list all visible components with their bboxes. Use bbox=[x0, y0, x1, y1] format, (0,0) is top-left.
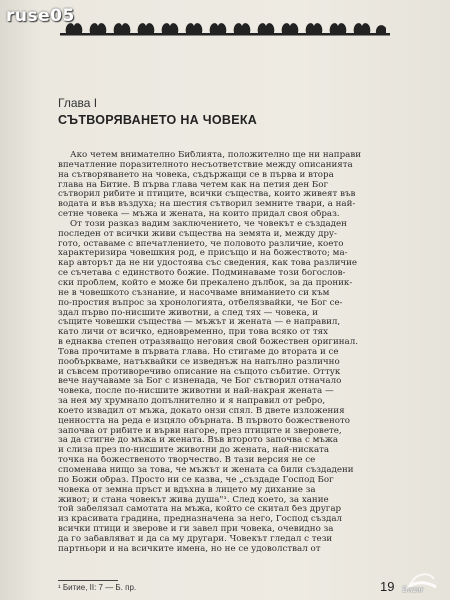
text-line: От този разказ вадим заключението, че човекът е създаден bbox=[70, 219, 347, 229]
text-line: Това прочитаме в първата глава. Но стигаме до втората и се bbox=[58, 347, 339, 357]
text-line: партньори и на всичките имена, но не се удоволствал от bbox=[58, 544, 321, 554]
text-line: не в човешкото съзнание, и насочваме вниманието си към bbox=[58, 288, 330, 298]
text-line: ценността на реда е изцяло обърната. В първото божественото bbox=[58, 416, 351, 426]
text-line: по-простия въпрос за хронологията, отбелязвайки, че Бог се- bbox=[58, 298, 343, 308]
text-line: по Божи образ. Просто ни се казва, че „създаде Господ Бог bbox=[58, 475, 334, 485]
text-line: човека от земна пръст и вдъхна в лицето му дихание за bbox=[58, 485, 316, 495]
chapter-title: СЪТВОРЯВАНЕТО НА ЧОВЕКА bbox=[58, 113, 258, 127]
text-line: за да стигне до мъжа и жената. Във второто започва с мъжа bbox=[58, 436, 339, 446]
text-line: споменава нищо за това, че мъжът и жената са били създадени bbox=[58, 466, 354, 475]
text-line: глава на Битие. В първа глава четем как на петия ден Бог bbox=[58, 180, 329, 190]
text-line: точка на божественото творчество. В тази версия не се bbox=[58, 456, 316, 466]
body-text bbox=[58, 151, 394, 555]
text-line: из красивата градина, предназначена за него, Господ създал bbox=[58, 515, 343, 525]
text-line: се съчетава с единството божие. Подминаваме този богослов- bbox=[58, 269, 346, 279]
text-line: да го забавляват и да са му другари. Човекът гледал с тези bbox=[58, 534, 333, 544]
text-line: сетне човека — мъжа и жената, на които придал своя образ. bbox=[58, 210, 340, 220]
text-line: и съвсем противоречиво описание на същото събитие. Оттук bbox=[58, 367, 341, 377]
text-line: кар авторът да не ни удостоява със сведения, как това различие bbox=[58, 259, 358, 269]
text-line: последен от всички живи същества на земята и, между дру- bbox=[58, 229, 337, 239]
text-line: вече научаваме за Бог с изненада, че Бог сътворил отначало bbox=[58, 377, 342, 387]
text-line: ски проблем, който е може би прекалено дълбок, за да проник- bbox=[58, 278, 353, 288]
text-line: живот; и стана човекът жива душа"¹. След което, за хание bbox=[58, 495, 329, 505]
text-line: водата и във въздуха; на шестия сътворил земните твари, а най- bbox=[58, 200, 356, 210]
page-number: 19 bbox=[380, 579, 395, 594]
text-line: гото, оставаме с впечатлението, че половото различие, което bbox=[58, 239, 344, 249]
text-line: здал първо по-нисшите животни, а след тях — човека, и bbox=[58, 308, 319, 318]
chapter-label: Глава I bbox=[58, 96, 98, 110]
text-line: на сътворяването на човека, съдържащи се в първа и втора bbox=[58, 170, 334, 180]
text-line: сътворил рибите и птиците, всички същества, които живеят във bbox=[58, 190, 356, 200]
text-line: и слиза през по-нисшите животни до жената, най-ниската bbox=[58, 446, 330, 456]
text-line: като личи от всичко, едновременно, при това всяко от тях bbox=[58, 328, 329, 338]
footnote-divider bbox=[58, 580, 118, 581]
text-line: в еднаква степен отразяващо неговия свой божествен оригинал. bbox=[58, 338, 359, 348]
text-line: всички птици и зверове и ги завел при човека, очевидно за bbox=[58, 525, 334, 535]
decorative-header-ornament bbox=[60, 16, 390, 40]
text-line: впечатление поразителното несъответствие между описанията bbox=[58, 160, 353, 170]
text-line: Ако четем внимателно Библията, положително ще ни направи bbox=[70, 151, 362, 160]
text-line: което извадил от мъжа, докато онзи спял. В двете изложения bbox=[58, 406, 345, 416]
text-line: характеризира човешкия род, е присъщо и на божеството; ма- bbox=[58, 249, 348, 259]
watermark-logo: ruse05 bbox=[6, 6, 75, 26]
text-line: човека, после по-нисшите животни и най-накрая жената — bbox=[58, 387, 334, 397]
text-line: той забелязал самотата на мъжа, който се скитал без другар bbox=[58, 505, 342, 515]
text-line: започва от рибите и върви нагоре, през птиците и зверовете, bbox=[58, 426, 342, 436]
text-line: същите човешки същества — мъжът и жената — е направил, bbox=[58, 318, 341, 328]
bazar-logo-text: Bazar bbox=[402, 585, 424, 594]
text-line: пообъркваме, натъквайки се изведнъж на напълно различно bbox=[58, 357, 340, 367]
footnote: ¹ Битие, II: 7 — Б. пр. bbox=[58, 583, 137, 592]
text-line: за нея му хрумнало допълнително и я направил от ребро, bbox=[58, 397, 326, 407]
